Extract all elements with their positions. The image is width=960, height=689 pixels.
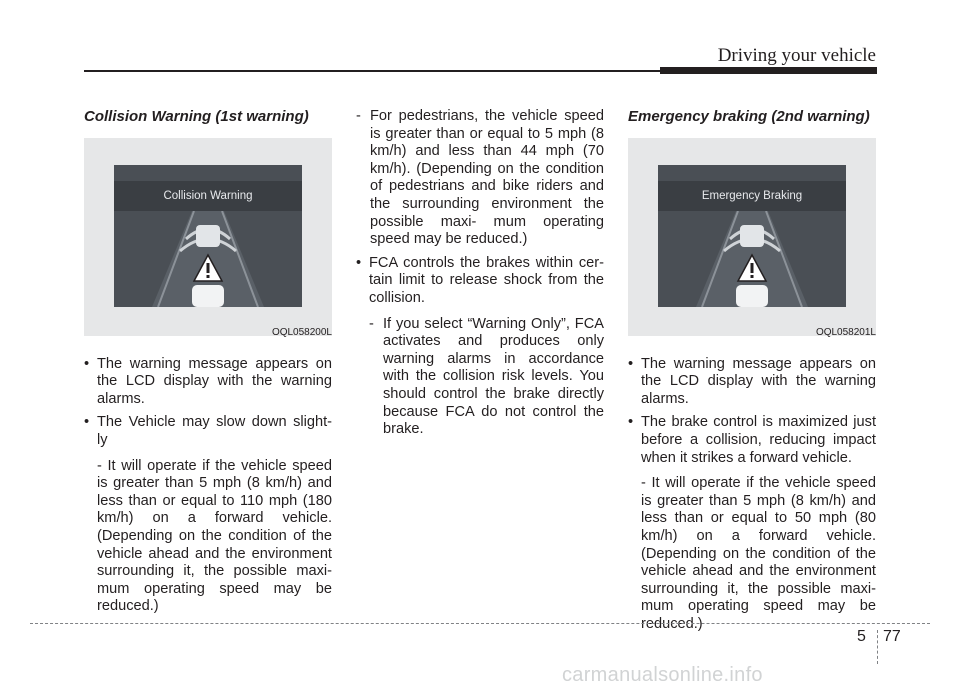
list-item: • The Vehicle may slow down slight- ly - It will operate if the vehicle speed is greater than 5 mph (8 km/h) and less than or equal to 110 mph (180 km/h) on a forward vehicle. (Depending on the condition of the vehicle ahead and the environment surrounding it, the possible maxi- mum operating speed may be reduced.)	[84, 414, 332, 615]
sub-paragraph: - It will operate if the vehicle speed is greater than 5 mph (8 km/h) and less than or equal to 50 mph (80 km/h) on a forward vehicle. (Depending on the condition of the vehicle ahead and the environment surrounding it, the possible maxi- mum operating speed may be reduced.)	[641, 475, 876, 632]
footer-rule	[30, 623, 930, 624]
figure-code: OQL058201L	[815, 326, 876, 338]
sub-paragraph: - It will operate if the vehicle speed is greater than 5 mph (8 km/h) and less than or equal to 110 mph (180 km/h) on a forward vehicle. (Depending on the condition of the vehicle ahead and the environment surrounding it, the possible maxi- mum operating speed may be reduced.)	[97, 457, 332, 615]
bullet-list	[84, 356, 332, 616]
heading-collision-warning: Collision Warning (1st warning)	[84, 108, 309, 125]
list-item: • The brake control is maximized just before a collision, reducing impact when it strikes a forward vehicle. - It will operate if the vehicle speed is greater than 5 mph (8 km/h) and less than or equal to 50 mph (80 km/h) on a forward vehicle. (Depending on the condition of the vehicle ahead and the environment surrounding it, the possible maxi- mum operating speed may be reduced.)	[628, 414, 876, 632]
lcd-screen	[114, 165, 302, 307]
bullet-list	[356, 255, 604, 439]
road-scene-illustration	[114, 211, 302, 307]
list-item: • The warning message appears on the LCD display with the warning alarms.	[84, 355, 332, 407]
lcd-message: Emergency Braking	[701, 189, 803, 202]
section-number: 5	[857, 628, 866, 645]
lcd-message: Collision Warning	[163, 189, 253, 202]
column-collision-warning	[84, 108, 332, 622]
figure-emergency-braking	[628, 138, 876, 336]
figure-code: OQL058200L	[271, 326, 332, 338]
dash-item-pedestrians: - For pedestrians, the vehicle speed is greater than or equal to 5 mph (8 km/h) and less than 44 mph (70 km/h). (Depending on the condition of pedestrians and bike riders and the surrounding environment the possible maxi- mum operating speed may be reduced.)	[356, 108, 604, 248]
heading-emergency-braking: Emergency braking (2nd warning)	[628, 108, 870, 125]
page-divider	[877, 630, 878, 664]
section-title: Driving your vehicle	[717, 45, 876, 66]
lcd-screen	[658, 165, 846, 307]
header-rule-thick	[660, 67, 877, 74]
header-rule	[84, 70, 660, 72]
column-emergency-braking	[628, 108, 876, 640]
list-item: • The warning message appears on the LCD display with the warning alarms.	[628, 355, 876, 407]
watermark: carmanualsonline.info	[562, 664, 763, 686]
bullet-list	[628, 356, 876, 634]
list-item: • FCA controls the brakes within cer- tain limit to release shock from the collision. - If you select “Warning Only”, FCA activates and produces only warning alarms in accordance with the collision risk levels. You should control the brake directly because FCA do not control the brake.	[356, 254, 604, 438]
dash-item-warning-only: - If you select “Warning Only”, FCA activates and produces only warning alarms in accordance with the collision risk levels. You should control the brake directly because FCA do not control the brake.	[369, 315, 604, 438]
column-continued	[356, 108, 604, 445]
road-scene-illustration	[658, 211, 846, 307]
page-number: 77	[883, 628, 901, 645]
figure-collision-warning	[84, 138, 332, 336]
